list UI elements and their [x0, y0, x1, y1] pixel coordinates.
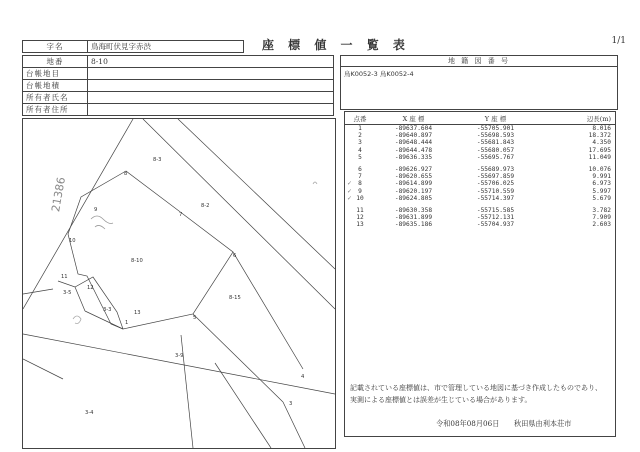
- header-y: Y 座 標: [452, 112, 539, 125]
- y-cell-text: -55715.585: [476, 207, 515, 215]
- x-cell: [375, 154, 452, 161]
- footer-line: [436, 419, 572, 429]
- cadastral-map: [22, 118, 336, 449]
- map-line: [23, 359, 63, 379]
- point-cell: [345, 154, 375, 161]
- point-cell: [345, 214, 375, 221]
- map-line: [143, 119, 335, 309]
- distance-cell-text: 8.016: [592, 125, 611, 132]
- distance-cell-text: 3.782: [592, 207, 611, 215]
- distance-cell-text: 7.909: [592, 214, 611, 222]
- y-cell-text: -55705.901: [476, 125, 515, 132]
- distance-cell-text: 10.076: [588, 166, 611, 174]
- y-cell: [452, 139, 539, 146]
- distance-cell-text: 5.997: [592, 187, 611, 195]
- x-cell: [375, 188, 452, 195]
- y-cell-text: -55712.131: [476, 214, 515, 222]
- distance-cell-text: 4.350: [592, 139, 611, 147]
- point-label: 3: [289, 401, 293, 407]
- x-cell: [375, 214, 452, 221]
- point-cell-text: 9: [358, 187, 362, 195]
- y-cell: [452, 221, 539, 228]
- point-cell: [345, 195, 375, 202]
- point-label: 13: [134, 310, 141, 316]
- point-label: 10: [69, 238, 76, 244]
- table-row: [345, 147, 615, 154]
- y-cell-text: -55714.397: [476, 194, 515, 202]
- point-cell: [345, 221, 375, 228]
- x-cell-text: -89624.805: [394, 194, 433, 202]
- map-svg: [23, 119, 335, 448]
- y-cell: [452, 166, 539, 173]
- table-row: [345, 132, 615, 139]
- distance-cell: [539, 147, 615, 154]
- x-cell-text: -89620.655: [394, 173, 433, 181]
- y-cell: [452, 154, 539, 161]
- page-number: 1/1: [611, 36, 626, 46]
- point-label: 12: [87, 285, 94, 291]
- x-cell-text: -89626.927: [394, 166, 433, 174]
- distance-cell-text: 11.049: [588, 153, 611, 161]
- distance-cell-text: 17.695: [588, 146, 611, 154]
- x-cell-text: -89636.335: [394, 153, 433, 161]
- point-cell: [345, 139, 375, 146]
- distance-cell: [539, 132, 615, 139]
- lot-label: 8-15: [229, 295, 241, 301]
- table-row: [345, 207, 615, 214]
- distance-cell: [539, 139, 615, 146]
- table-row: [345, 125, 615, 133]
- owner-address-label: 所有者住所: [23, 104, 88, 116]
- point-cell: [345, 180, 375, 187]
- point-cell-text: 5: [358, 153, 362, 161]
- issue-date: 令和08年08月06日: [436, 419, 500, 428]
- distance-cell: [539, 207, 615, 214]
- point-cell-text: 12: [356, 214, 364, 222]
- table-row: [345, 214, 615, 221]
- issuer-office: 秋田県由利本荘市: [513, 419, 572, 428]
- point-cell: [345, 147, 375, 154]
- map-line: [178, 119, 335, 269]
- map-line: [23, 289, 53, 294]
- lot-label: 8-3: [153, 157, 162, 163]
- map-line: [193, 314, 283, 402]
- table-row: [345, 221, 615, 228]
- point-label: 1: [125, 320, 129, 326]
- point-label: 6: [233, 253, 237, 259]
- check-mark: ✓: [347, 194, 353, 202]
- map-line: [181, 335, 193, 448]
- table-row: [345, 188, 615, 195]
- point-cell: [345, 173, 375, 180]
- x-cell: [375, 139, 452, 146]
- handwritten-number: 21386: [49, 176, 68, 213]
- distance-cell-text: 18.372: [588, 132, 611, 140]
- check-mark: ✓: [347, 180, 353, 188]
- y-cell: [452, 207, 539, 214]
- reference-header: 地 籍 図 番 号: [341, 56, 618, 67]
- point-label: 5: [193, 315, 197, 321]
- handwritten-scribble: [313, 182, 317, 184]
- daicho-chiseki-value: [88, 80, 334, 92]
- distance-cell: [539, 221, 615, 228]
- point-label: 7: [179, 212, 183, 218]
- point-label: 11: [61, 274, 68, 280]
- point-cell-text: 13: [356, 221, 364, 229]
- x-cell-text: -89644.478: [394, 146, 433, 154]
- map-line: [283, 402, 305, 448]
- point-cell: [345, 166, 375, 173]
- header-point: 点番: [345, 112, 375, 125]
- x-cell: [375, 173, 452, 180]
- point-label: 9: [94, 207, 98, 213]
- point-cell: [345, 188, 375, 195]
- map-line: [23, 334, 335, 394]
- map-line: [233, 252, 303, 369]
- lot-label: 3-4: [85, 410, 94, 416]
- y-cell-text: -55689.973: [476, 166, 515, 174]
- point-cell-text: 1: [358, 125, 362, 132]
- distance-cell: [539, 195, 615, 202]
- owner-name-label: 所有者氏名: [23, 92, 88, 104]
- x-cell: [375, 125, 452, 133]
- owner-address-value: [88, 104, 334, 116]
- y-cell-text: -55710.559: [476, 187, 515, 195]
- point-cell-text: 7: [358, 173, 362, 181]
- x-cell: [375, 180, 452, 187]
- x-cell-text: -89640.897: [394, 132, 433, 140]
- point-cell-text: 3: [358, 139, 362, 147]
- distance-cell-text: 9.991: [592, 173, 611, 181]
- x-cell: [375, 221, 452, 228]
- table-row: [345, 173, 615, 180]
- daicho-chimoku-value: [88, 68, 334, 80]
- x-cell-text: -89648.444: [394, 139, 433, 147]
- distance-cell: [539, 166, 615, 173]
- x-cell: [375, 166, 452, 173]
- owner-name-value: [88, 92, 334, 104]
- table-row: [345, 154, 615, 161]
- distance-cell-text: 5.679: [592, 194, 611, 202]
- point-cell-text: 4: [358, 146, 362, 154]
- lot-label: 3-3: [103, 307, 112, 313]
- note: [350, 382, 618, 406]
- aza-value: 鳥海町伏見字赤渋: [88, 41, 244, 53]
- y-cell: [452, 180, 539, 187]
- x-cell-text: -89614.899: [394, 180, 433, 188]
- y-cell: [452, 132, 539, 139]
- reference-value: 鳥K0052-3 鳥K0052-4: [341, 67, 618, 110]
- y-cell: [452, 188, 539, 195]
- distance-cell: [539, 154, 615, 161]
- lot-info-table: [22, 55, 334, 116]
- subject-lot-outline: [68, 171, 233, 329]
- x-cell-text: -89635.186: [394, 221, 433, 229]
- x-cell-text: -89631.899: [394, 214, 433, 222]
- distance-cell: [539, 188, 615, 195]
- x-cell: [375, 207, 452, 214]
- note-line-2: 実測による座標値とは誤差が生じている場合があります。: [350, 396, 532, 404]
- table-row: [345, 180, 615, 187]
- distance-cell-text: 6.973: [592, 180, 611, 188]
- point-cell-text: 10: [356, 194, 364, 202]
- point-cell: [345, 132, 375, 139]
- aza-table: [22, 40, 244, 53]
- point-cell-text: 8: [358, 180, 362, 188]
- distance-cell: [539, 180, 615, 187]
- y-cell-text: -55706.025: [476, 180, 515, 188]
- y-cell: [452, 147, 539, 154]
- point-cell-text: 6: [358, 166, 362, 174]
- map-line: [23, 119, 133, 309]
- header-distance: 辺長(m): [539, 112, 615, 125]
- y-cell-text: -55680.057: [476, 146, 515, 154]
- table-row: [345, 195, 615, 202]
- handwritten-scribble: [91, 216, 113, 229]
- point-cell-text: 2: [358, 132, 362, 140]
- distance-cell: [539, 125, 615, 133]
- distance-cell: [539, 173, 615, 180]
- chiban-label: 地番: [23, 56, 88, 68]
- handwritten-scribble: [73, 316, 81, 324]
- note-line-1: 記載されている座標値は、市で管理している地図に基づき作成したものであり、: [350, 384, 602, 392]
- map-line: [75, 287, 85, 311]
- x-cell: [375, 195, 452, 202]
- point-label: 8: [124, 171, 128, 177]
- distance-cell: [539, 214, 615, 221]
- lot-label: 8-2: [201, 203, 210, 209]
- y-cell-text: -55695.767: [476, 153, 515, 161]
- x-cell-text: -89630.358: [394, 207, 433, 215]
- aza-label: 字名: [23, 41, 88, 53]
- x-cell-text: -89637.604: [394, 125, 433, 132]
- y-cell: [452, 125, 539, 133]
- reference-table: [340, 55, 618, 110]
- document-title: 座 標 値 一 覧 表: [262, 38, 410, 52]
- check-mark: ✓: [347, 187, 353, 195]
- coordinate-table: [345, 112, 615, 229]
- daicho-chimoku-label: 台帳地目: [23, 68, 88, 80]
- point-label: 4: [301, 374, 305, 380]
- table-row: [345, 139, 615, 146]
- point-cell-text: 11: [356, 207, 364, 215]
- point-cell: [345, 207, 375, 214]
- y-cell-text: -55697.859: [476, 173, 515, 181]
- point-cell: [345, 125, 375, 133]
- x-cell: [375, 132, 452, 139]
- header-x: X 座 標: [375, 112, 452, 125]
- y-cell: [452, 214, 539, 221]
- y-cell-text: -55704.937: [476, 221, 515, 229]
- distance-cell-text: 2.603: [592, 221, 611, 229]
- table-row: [345, 166, 615, 173]
- daicho-chiseki-label: 台帳地積: [23, 80, 88, 92]
- lot-label: 3-5: [63, 290, 72, 296]
- y-cell-text: -55681.843: [476, 139, 515, 147]
- y-cell: [452, 195, 539, 202]
- y-cell: [452, 173, 539, 180]
- chiban-value: 8-10: [88, 56, 334, 68]
- x-cell: [375, 147, 452, 154]
- x-cell-text: -89620.197: [394, 187, 433, 195]
- y-cell-text: -55698.593: [476, 132, 515, 140]
- map-line: [215, 363, 271, 448]
- lot-label: 8-10: [131, 258, 143, 264]
- lot-label: 3-9: [175, 353, 184, 359]
